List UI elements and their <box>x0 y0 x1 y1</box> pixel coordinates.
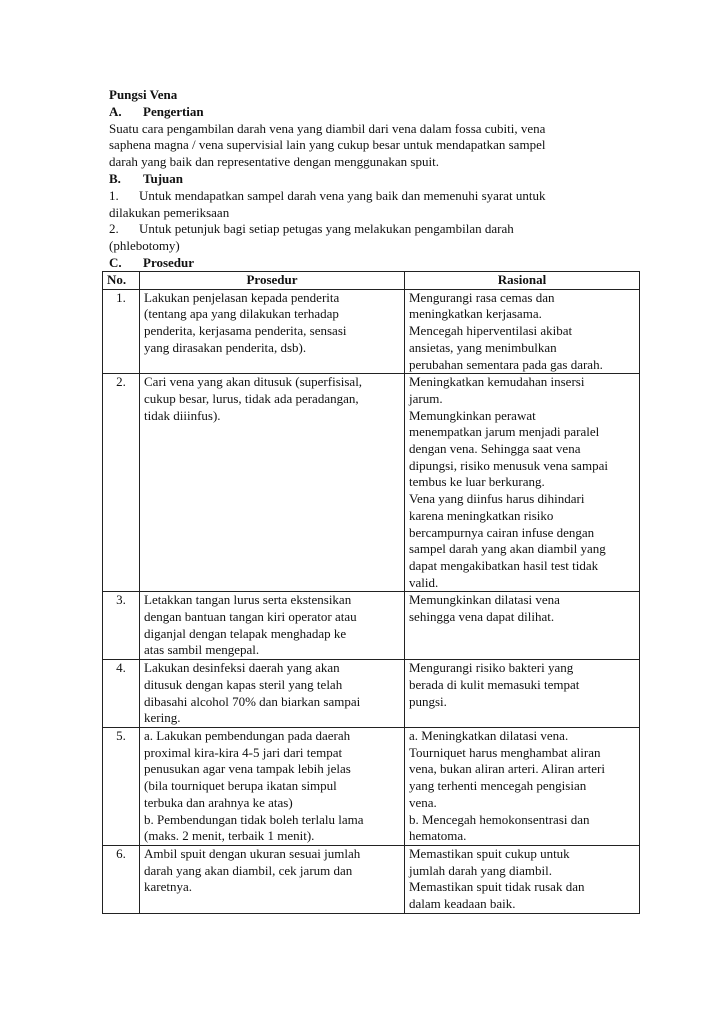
rasional-line: Mencegah hiperventilasi akibat <box>409 323 573 339</box>
prosedur-line: diganjal dengan telapak menghadap ke <box>144 625 347 641</box>
rasional-line: dalam keadaan baik. <box>409 896 516 912</box>
prosedur-line: atas sambil mengepal. <box>144 642 260 658</box>
prosedur-line: dibasahi alcohol 70% dan biarkan sampai <box>144 693 361 709</box>
tujuan-item-2 <box>109 221 639 238</box>
rasional-line: vena, bukan aliran arteri. Aliran arteri <box>409 761 605 777</box>
prosedur-cell <box>140 845 405 913</box>
rasional-line: Tourniquet harus menghambat aliran <box>409 744 601 760</box>
section-b-title: Tujuan <box>143 170 183 186</box>
prosedur-line: penusukan agar vena tampak lebih jelas <box>144 761 351 777</box>
prosedur-line: darah yang akan diambil, cek jarum dan <box>144 862 353 878</box>
section-b-number: B. <box>109 170 121 186</box>
table-row <box>103 374 640 592</box>
section-a-number: A. <box>109 103 122 119</box>
rasional-line: dipungsi, risiko menusuk vena sampai <box>409 457 608 473</box>
rasional-cell <box>405 845 640 913</box>
rasional-line: jumlah darah yang diambil. <box>409 862 552 878</box>
prosedur-line: ditusuk dengan kapas steril yang telah <box>144 676 343 692</box>
rasional-line: pungsi. <box>409 693 447 709</box>
rasional-line: Memungkinkan dilatasi vena <box>409 592 560 608</box>
rasional-line: Memastikan spuit tidak rusak dan <box>409 879 585 895</box>
rasional-line: Mengurangi rasa cemas dan <box>409 289 555 305</box>
rasional-line: b. Mencegah hemokonsentrasi dan <box>409 811 590 827</box>
document-body <box>109 87 639 272</box>
row-number: 4. <box>103 660 140 728</box>
rasional-line: jarum. <box>409 390 443 406</box>
table-row <box>103 727 640 845</box>
rasional-line: menempatkan jarum menjadi paralel <box>409 424 600 440</box>
table-row <box>103 845 640 913</box>
rasional-line: karena meningkatkan risiko <box>409 507 554 523</box>
table-header-row <box>103 272 640 290</box>
prosedur-line: cukup besar, lurus, tidak ada peradangan, <box>144 390 359 406</box>
row-number: 1. <box>103 289 140 374</box>
prosedur-cell <box>140 289 405 374</box>
prosedur-line: yang dirasakan penderita, dsb). <box>144 339 307 355</box>
section-a-title: Pengertian <box>143 103 204 119</box>
prosedur-line: (tentang apa yang dilakukan terhadap <box>144 306 339 322</box>
prosedur-line: kering. <box>144 710 181 726</box>
prosedur-line: (bila tourniquet berupa ikatan simpul <box>144 778 337 794</box>
prosedur-line: Lakukan desinfeksi daerah yang akan <box>144 660 340 676</box>
section-c-heading <box>109 255 639 272</box>
prosedur-line: Ambil spuit dengan ukuran sesuai jumlah <box>144 845 361 861</box>
rasional-line: tembus ke luar berkurang. <box>409 474 545 490</box>
prosedur-line: Cari vena yang akan ditusuk (superfisisal, <box>144 374 363 390</box>
rasional-line: perubahan sementara pada gas darah. <box>409 356 603 372</box>
rasional-line: dengan vena. Sehingga saat vena <box>409 441 581 457</box>
row-number: 2. <box>103 374 140 592</box>
prosedur-cell <box>140 727 405 845</box>
table-row <box>103 289 640 374</box>
rasional-line: yang terhenti mencegah pengisian <box>409 778 587 794</box>
rasional-cell <box>405 289 640 374</box>
section-b-heading <box>109 171 639 188</box>
rasional-line: meningkatkan kerjasama. <box>409 306 542 322</box>
table-body <box>103 289 640 913</box>
prosedur-line: terbuka dan arahnya ke atas) <box>144 794 293 810</box>
prosedur-cell <box>140 592 405 660</box>
pengertian-line: saphena magna / vena supervisial lain yang cukup besar untuk mendapatkan sampel <box>109 137 546 153</box>
header-prosedur: Prosedur <box>140 272 405 290</box>
rasional-cell <box>405 727 640 845</box>
prosedur-line: penderita, kerjasama penderita, sensasi <box>144 323 347 339</box>
prosedur-line: (maks. 2 menit, terbaik 1 menit). <box>144 828 315 844</box>
section-c-number: C. <box>109 254 122 270</box>
rasional-line: sehingga vena dapat dilihat. <box>409 609 555 625</box>
prosedur-line: dengan bantuan tangan kiri operator atau <box>144 609 357 625</box>
rasional-line: Vena yang diinfus harus dihindari <box>409 491 585 507</box>
document-title: Pungsi Vena <box>109 87 178 102</box>
tujuan-item-2-continued: (phlebotomy) <box>109 238 180 254</box>
tujuan-item-number: 2. <box>109 221 119 237</box>
table-row <box>103 592 640 660</box>
rasional-line: vena. <box>409 794 437 810</box>
section-a-heading <box>109 104 639 121</box>
tujuan-item-1 <box>109 188 639 205</box>
tujuan-item-text: Untuk mendapatkan sampel darah vena yang baik dan memenuhi syarat untuk <box>139 187 546 203</box>
row-number: 5. <box>103 727 140 845</box>
section-c-title: Prosedur <box>143 254 195 270</box>
prosedur-line: a. Lakukan pembendungan pada daerah <box>144 727 351 743</box>
prosedur-line: Letakkan tangan lurus serta ekstensikan <box>144 592 352 608</box>
row-number: 3. <box>103 592 140 660</box>
procedure-table <box>102 271 640 914</box>
rasional-cell <box>405 374 640 592</box>
rasional-line: valid. <box>409 574 439 590</box>
row-number: 6. <box>103 845 140 913</box>
table-row <box>103 660 640 728</box>
prosedur-line: karetnya. <box>144 879 193 895</box>
prosedur-line: Lakukan penjelasan kepada penderita <box>144 289 340 305</box>
tujuan-item-text: Untuk petunjuk bagi setiap petugas yang melakukan pengambilan darah <box>139 221 514 237</box>
pengertian-line: darah yang baik dan representative dengan menggunakan spuit. <box>109 154 439 170</box>
rasional-line: hematoma. <box>409 828 467 844</box>
prosedur-line: tidak diiinfus). <box>144 407 221 423</box>
rasional-line: Memastikan spuit cukup untuk <box>409 845 570 861</box>
prosedur-cell <box>140 660 405 728</box>
rasional-cell <box>405 592 640 660</box>
tujuan-item-1-continued: dilakukan pemeriksaan <box>109 204 230 220</box>
tujuan-item-number: 1. <box>109 187 119 203</box>
rasional-line: Memungkinkan perawat <box>409 407 536 423</box>
rasional-line: Mengurangi risiko bakteri yang <box>409 660 574 676</box>
rasional-line: bercampurnya cairan infuse dengan <box>409 524 595 540</box>
prosedur-line: proximal kira-kira 4-5 jari dari tempat <box>144 744 343 760</box>
rasional-line: Meningkatkan kemudahan insersi <box>409 374 585 390</box>
pengertian-line: Suatu cara pengambilan darah vena yang diambil dari vena dalam fossa cubiti, vena <box>109 120 546 136</box>
rasional-line: sampel darah yang akan diambil yang <box>409 541 606 557</box>
rasional-line: ansietas, yang menimbulkan <box>409 339 557 355</box>
rasional-line: a. Meningkatkan dilatasi vena. <box>409 727 569 743</box>
header-no: No. <box>103 272 140 290</box>
prosedur-cell <box>140 374 405 592</box>
rasional-line: berada di kulit memasuki tempat <box>409 676 580 692</box>
header-rasional: Rasional <box>405 272 640 290</box>
rasional-cell <box>405 660 640 728</box>
prosedur-line: b. Pembendungan tidak boleh terlalu lama <box>144 811 364 827</box>
rasional-line: dapat mengakibatkan hasil test tidak <box>409 557 599 573</box>
